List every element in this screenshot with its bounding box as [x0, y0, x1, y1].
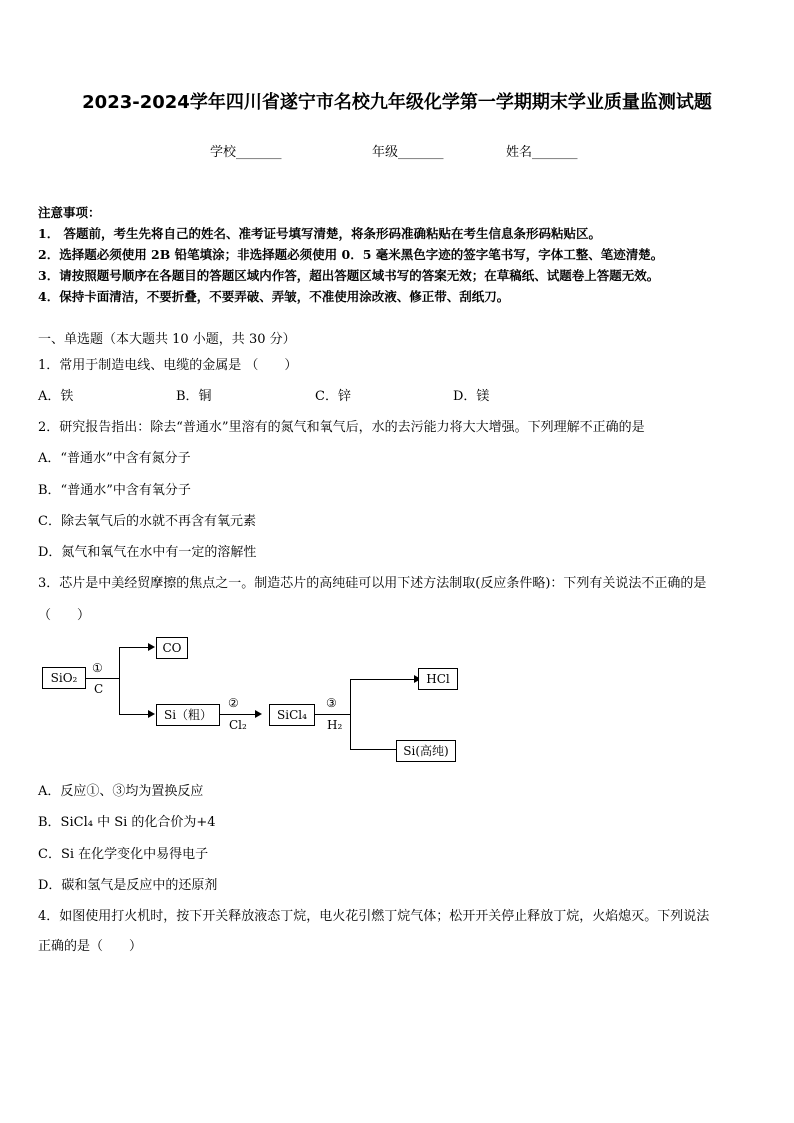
notes-heading: 注意事项：: [38, 205, 101, 220]
question-2-stem: 2．研究报告指出：除去“普通水”里溶有的氮气和氧气后，水的去污能力将大大增强。下列理解不正确的是: [38, 420, 645, 435]
step-1-label: ①: [92, 661, 103, 675]
q2-option-c: C．除去氧气后的水就不再含有氧元素: [38, 514, 256, 529]
arrow-head-icon: [148, 643, 155, 651]
hcl-box: HCl: [418, 668, 458, 690]
name-field: 姓名_______: [506, 145, 578, 160]
page-title: 2023-2024学年四川省遂宁市名校九年级化学第一学期期末学业质量监测试题: [82, 92, 712, 113]
split-line: [119, 647, 120, 714]
question-3-stem-cont: （ ）: [38, 608, 91, 623]
arrow-line: [219, 714, 256, 715]
arrow-line: [350, 679, 415, 680]
q2-option-a: A．“普通水”中含有氮分子: [38, 451, 191, 466]
question-1-stem: 1．常用于制造电线、电缆的金属是 （ ）: [38, 358, 298, 373]
q1-option-b: B．铜: [176, 389, 212, 404]
question-3-stem: 3．芯片是中美经贸摩擦的焦点之一。制造芯片的高纯硅可以用下述方法制取(反应条件略)：下列有关说法不正确的是: [38, 576, 707, 591]
step-3-label: ③: [326, 696, 337, 710]
arrow-line: [119, 647, 149, 648]
arrow-head-icon: [148, 710, 155, 718]
note-item: 2．选择题必须使用 2B 铅笔填涂；非选择题必须使用 0．5 毫米黑色字迹的签字笔书写，字体工整、笔迹清楚。: [38, 247, 664, 262]
reaction-flow-diagram: [38, 632, 478, 772]
school-field: 学校_______: [210, 145, 282, 160]
q1-option-a: A．铁: [38, 389, 74, 404]
connector-line: [314, 714, 350, 715]
q3-option-b: B．SiCl₄ 中 Si 的化合价为+4: [38, 815, 216, 830]
step-3-reagent: H₂: [327, 718, 343, 732]
grade-field: 年级_______: [372, 145, 444, 160]
note-item: 1． 答题前，考生先将自己的姓名、准考证号填写清楚，将条形码准确粘贴在考生信息条形码粘贴区。: [38, 226, 602, 241]
arrow-head-icon: [255, 710, 262, 718]
q2-option-d: D．氮气和氧气在水中有一定的溶解性: [38, 545, 257, 560]
q3-option-a: A．反应①、③均为置换反应: [38, 784, 204, 799]
connector-line: [85, 678, 119, 679]
co-box: CO: [156, 637, 188, 659]
si-pure-box: Si(高纯): [396, 740, 456, 762]
note-item: 3．请按照题号顺序在各题目的答题区域内作答，超出答题区域书写的答案无效；在草稿纸、试题卷上答题无效。: [38, 268, 660, 283]
q1-option-d: D．镁: [453, 389, 490, 404]
q3-option-d: D．碳和氢气是反应中的还原剂: [38, 878, 218, 893]
split-line: [350, 679, 351, 749]
sio2-box: SiO₂: [42, 667, 86, 689]
question-4-stem-cont: 正确的是（ ）: [38, 939, 143, 954]
q1-option-c: C．锌: [315, 389, 351, 404]
step-2-label: ②: [228, 696, 239, 710]
section-heading: 一、单选题（本大题共 10 小题，共 30 分）: [38, 332, 296, 347]
sicl4-box: SiCl₄: [269, 704, 315, 726]
q3-option-c: C．Si 在化学变化中易得电子: [38, 847, 209, 862]
step-2-reagent: Cl₂: [229, 718, 247, 732]
q2-option-b: B．“普通水”中含有氧分子: [38, 483, 191, 498]
arrow-line: [350, 749, 397, 750]
si-crude-box: Si（粗）: [156, 704, 220, 726]
arrow-line: [119, 714, 149, 715]
question-4-stem: 4．如图使用打火机时，按下开关释放液态丁烷，电火花引燃丁烷气体；松开开关停止释放丁烷，火焰熄灭。下列说法: [38, 909, 710, 924]
note-item: 4．保持卡面清洁，不要折叠，不要弄破、弄皱，不准使用涂改液、修正带、刮纸刀。: [38, 289, 510, 304]
step-1-reagent: C: [94, 682, 104, 696]
